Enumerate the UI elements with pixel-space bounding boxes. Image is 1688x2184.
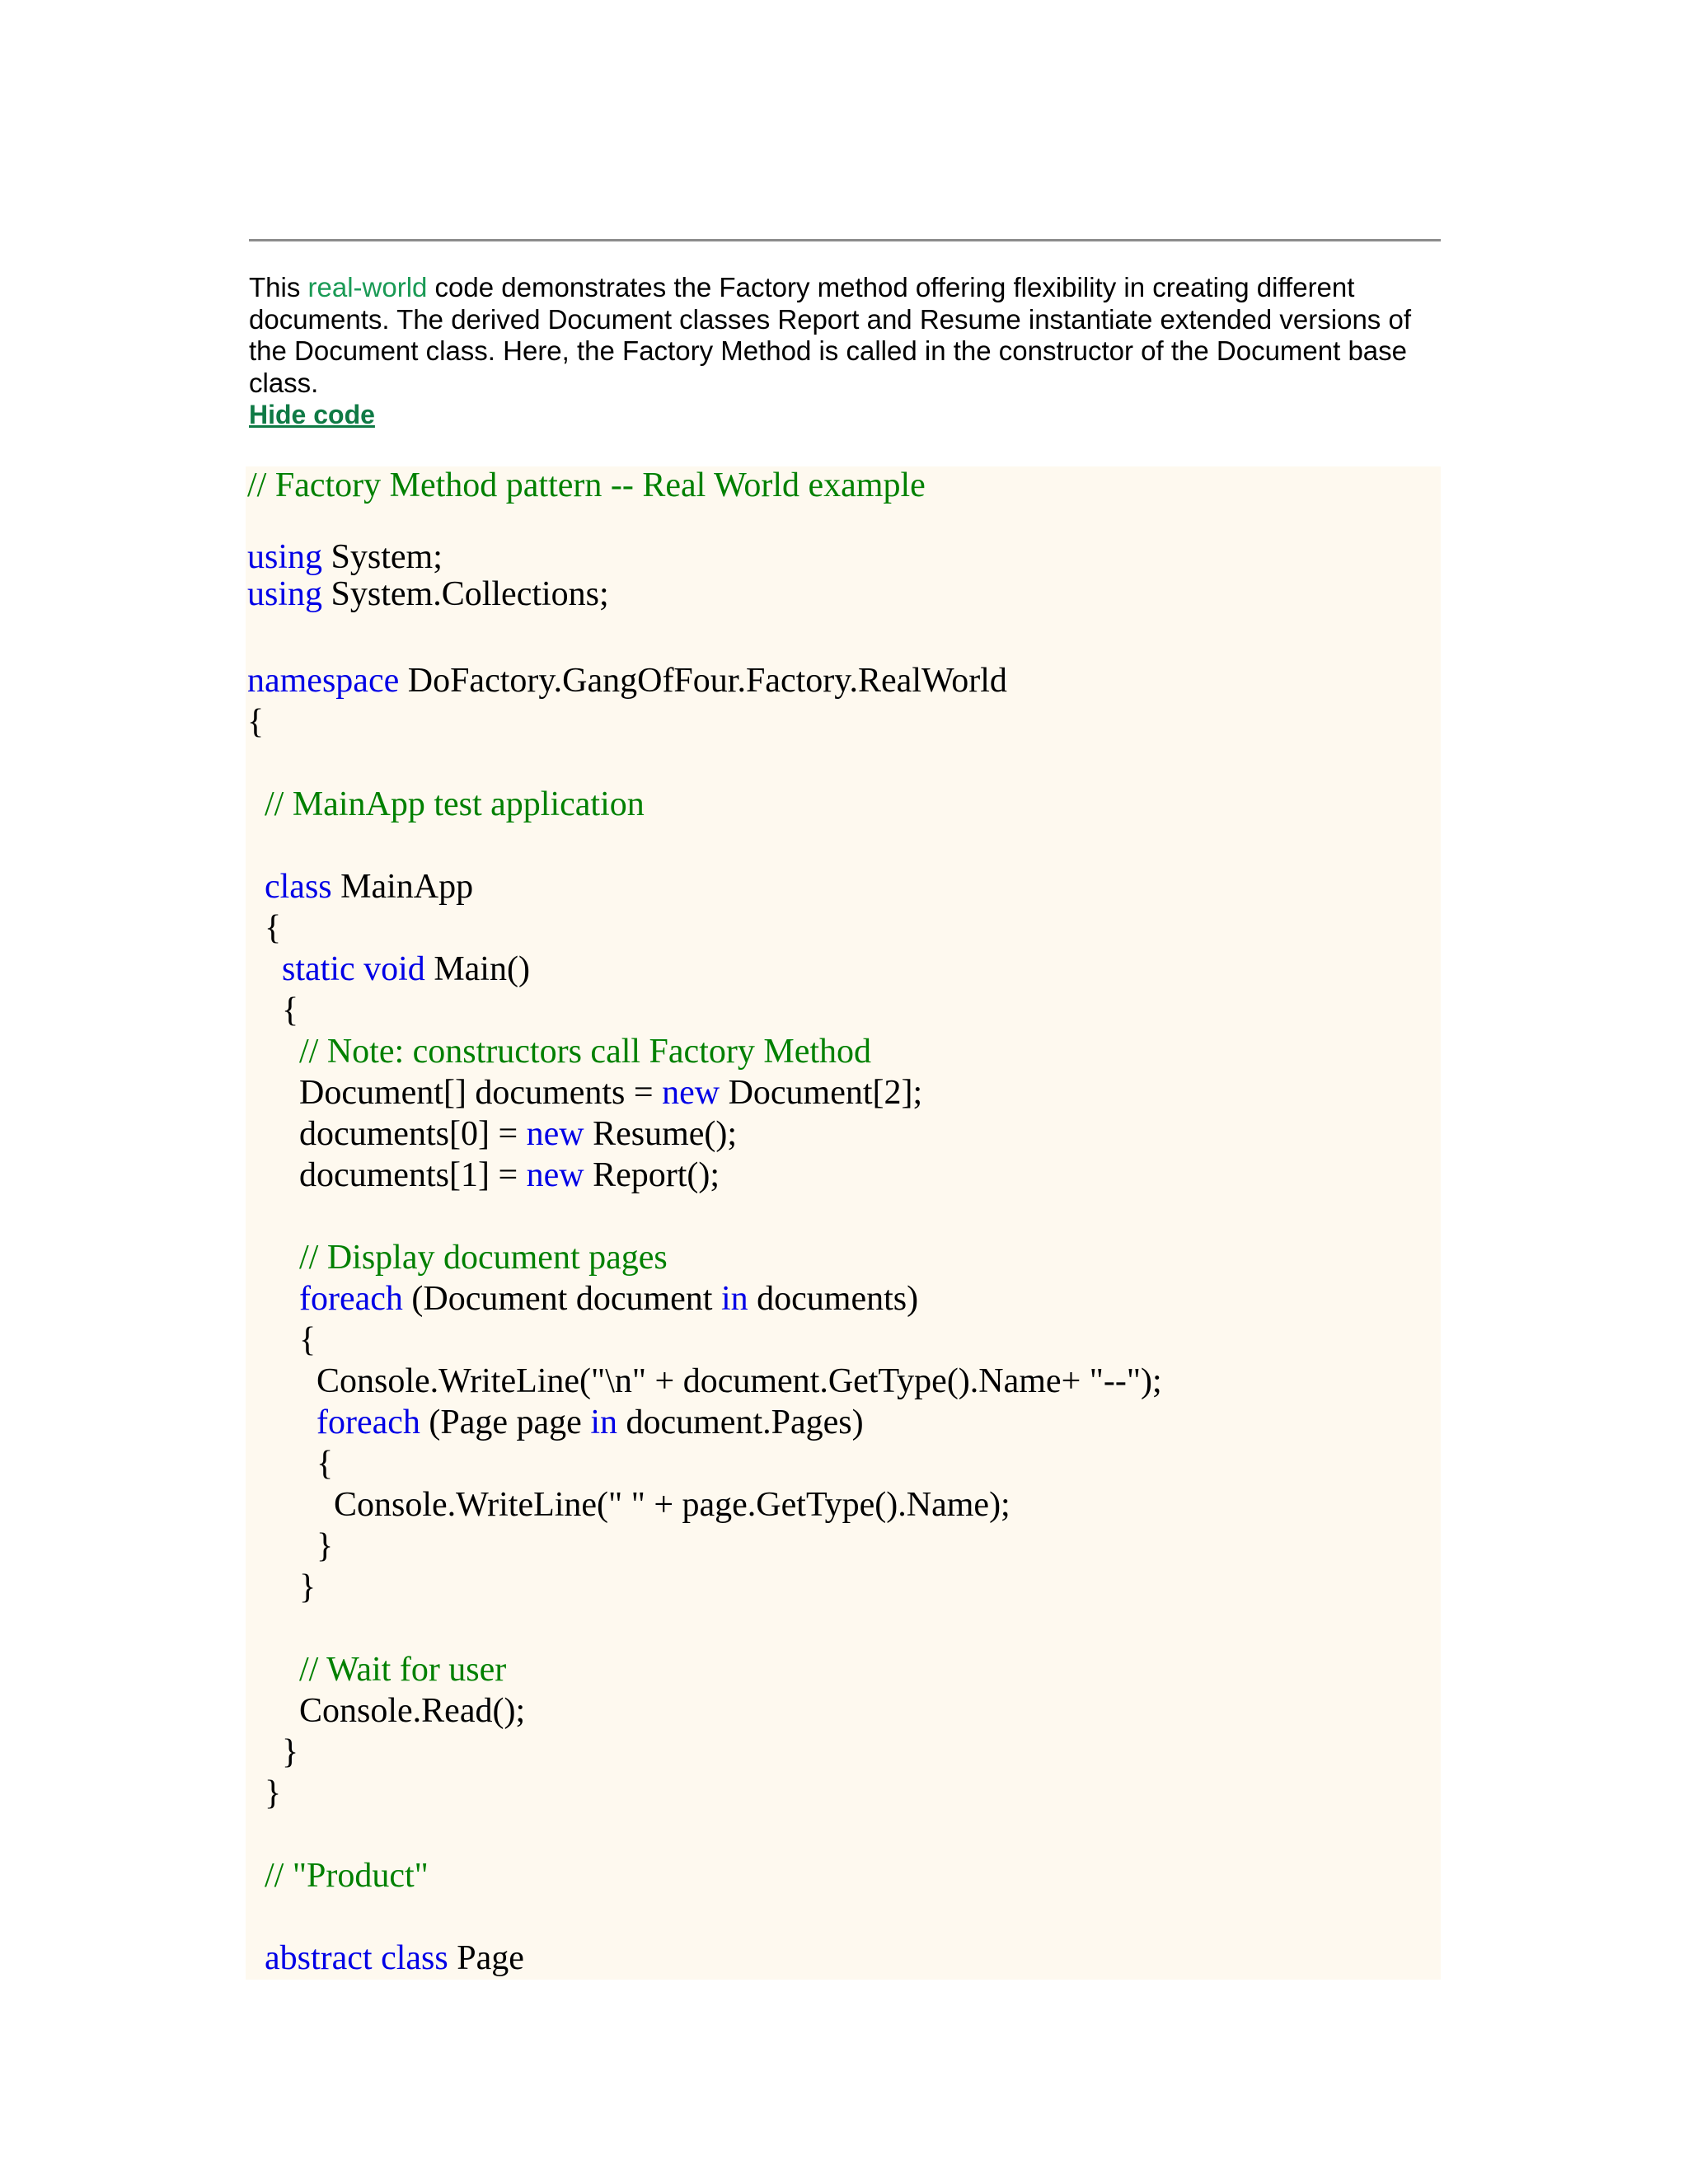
code-line: // Factory Method pattern -- Real World example	[247, 466, 926, 504]
real-world-highlight: real-world	[307, 272, 428, 302]
code-line: }	[265, 1774, 282, 1812]
code-line: // Wait for user	[299, 1651, 507, 1689]
code-line: // Note: constructors call Factory Method	[299, 1033, 872, 1071]
code-line: class MainApp	[265, 868, 474, 906]
code-line: {	[282, 991, 299, 1029]
code-line: abstract class Page	[265, 1939, 524, 1977]
code-line: Document[] documents = new Document[2];	[299, 1074, 923, 1112]
code-line: Console.WriteLine(" " + page.GetType().Name);	[334, 1486, 1010, 1524]
code-listing	[247, 466, 1162, 1979]
code-line: {	[316, 1445, 334, 1483]
code-line: // Display document pages	[299, 1239, 668, 1277]
intro-text-before: This	[249, 272, 308, 302]
code-line: }	[282, 1733, 299, 1771]
horizontal-rule	[249, 239, 1441, 241]
code-line: documents[1] = new Report();	[299, 1156, 720, 1194]
intro-paragraph	[249, 272, 1441, 431]
code-line: Console.WriteLine("\n" + document.GetType().Name+ "--");	[316, 1362, 1162, 1400]
code-line: {	[265, 909, 282, 947]
code-line: static void Main()	[282, 950, 530, 988]
code-line: documents[0] = new Resume();	[299, 1115, 738, 1153]
intro-text-after: code demonstrates the Factory method offering flexibility in creating different documents. The derived Document classes Report and Resume instantiate extended versions of the Document class. Here, the Factory Method is called in the constructor of the Document base class.	[249, 272, 1411, 398]
code-line: using System.Collections;	[247, 575, 609, 613]
code-line: }	[299, 1568, 316, 1606]
code-line: foreach (Page page in document.Pages)	[316, 1404, 864, 1441]
code-line: // "Product"	[265, 1857, 429, 1895]
code-block	[246, 466, 1441, 1980]
code-line: }	[316, 1527, 334, 1565]
code-line: foreach (Document document in documents)	[299, 1280, 919, 1318]
code-line: Console.Read();	[299, 1692, 526, 1730]
hide-code-link[interactable]: Hide code	[249, 400, 375, 429]
code-line: // MainApp test application	[265, 785, 645, 823]
code-line: {	[299, 1321, 316, 1359]
code-line: namespace DoFactory.GangOfFour.Factory.RealWorld	[247, 662, 1007, 700]
code-line: using System;	[247, 538, 443, 576]
code-line: {	[247, 703, 265, 741]
